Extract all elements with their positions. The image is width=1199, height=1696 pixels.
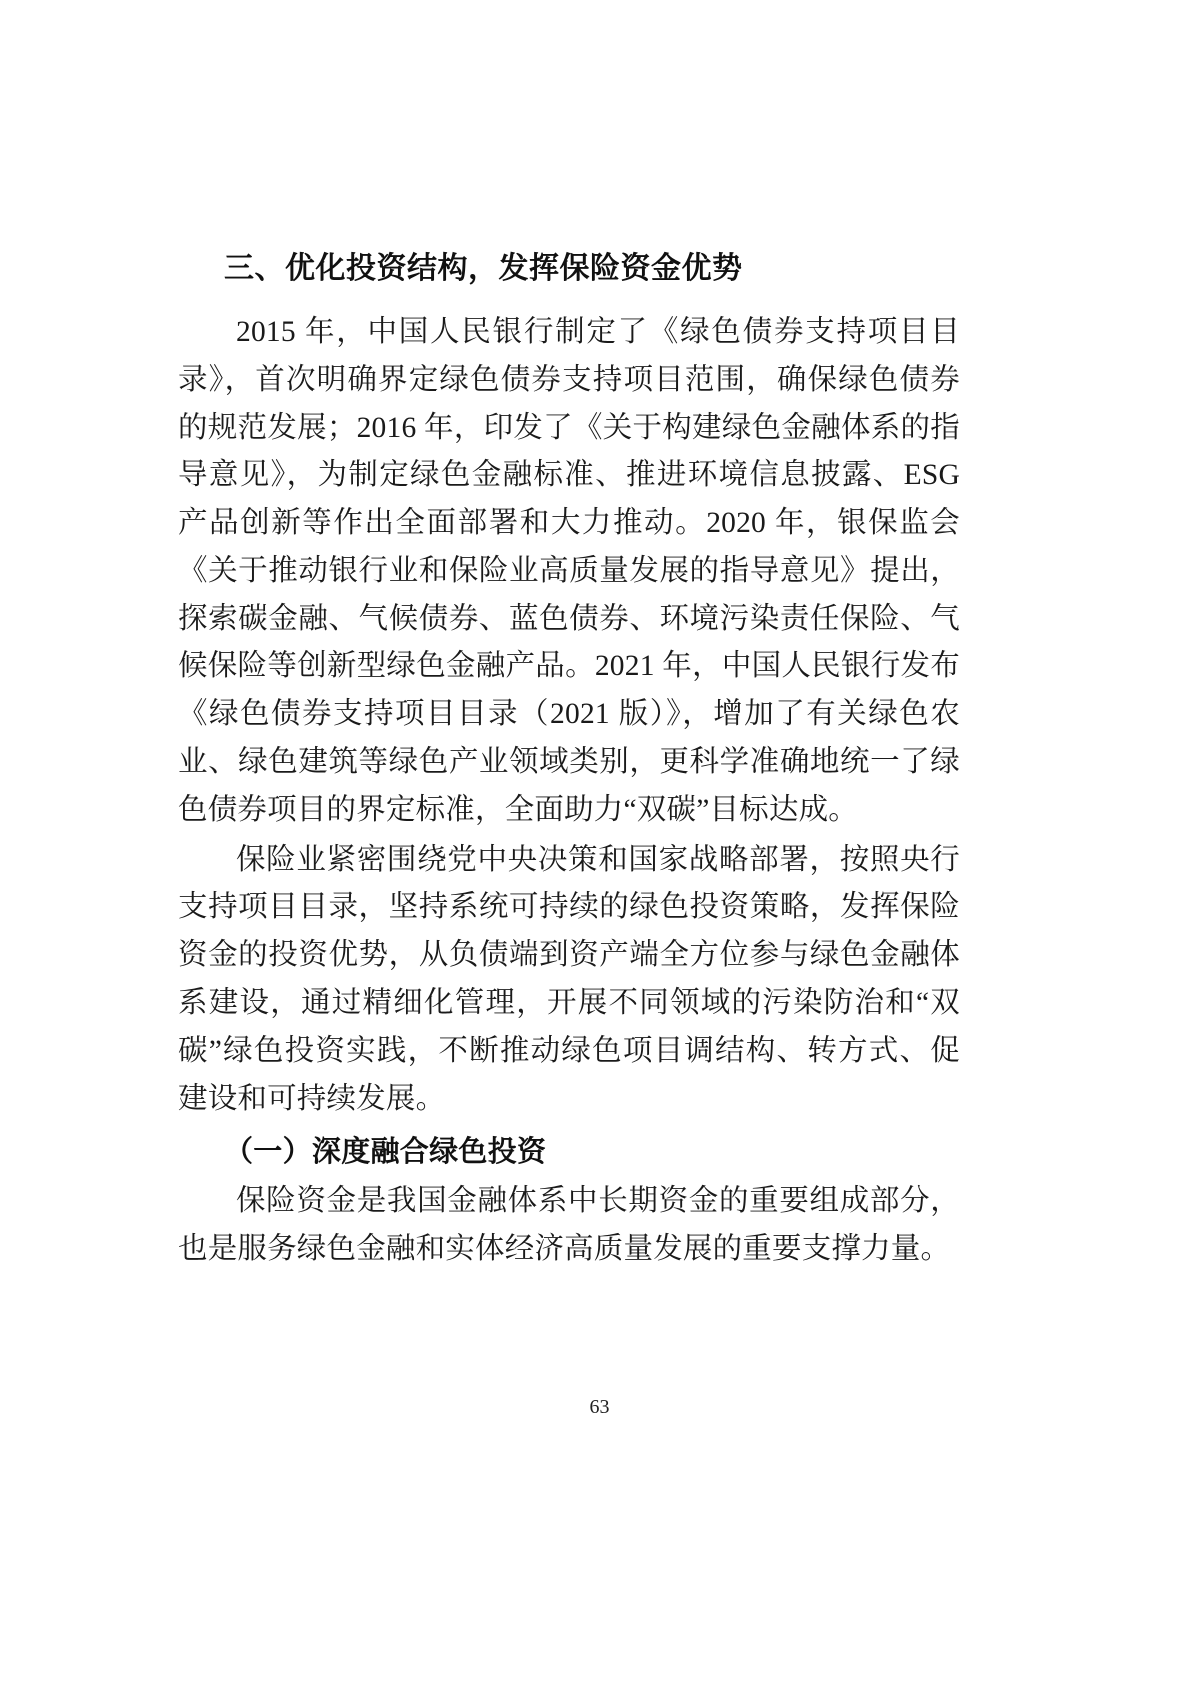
paragraph-1: 2015 年，中国人民银行制定了《绿色债券支持项目目录》，首次明确界定绿色债券支持项目范围，确保绿色债券的规范发展；2016 年，印发了《关于构建绿色金融体系的指导意见》，为制定绿色金融标准、推进环境信息披露、ESG 产品创新等作出全面部署和大力推动。2020 年，银保监会《关于推动银行业和保险业高质量发展的指导意见》提出，探索碳金融、气候债券、蓝色债券、环境污染责任保险、气候保险等创新型绿色金融产品。2021 年，中国人民银行发布《绿色债券支持项目目录（2021 版）》，增加了有关绿色农业、绿色建筑等绿色产业领域类别，更科学准确地统一了绿色债券项目的界定标准，全面助力“双碳”目标达成。 — [178, 316, 960, 826]
paragraph-2: 保险业紧密围绕党中央决策和国家战略部署，按照央行支持项目目录，坚持系统可持续的绿色投资策略，发挥保险资金的投资优势，从负债端到资产端全方位参与绿色金融体系建设，通过精细化管理，开展不同领域的污染防治和“双碳”绿色投资实践，不断推动绿色项目调结构、转方式、促建设和可持续发展。 — [178, 843, 960, 1115]
section-heading: 三、优化投资结构，发挥保险资金优势 — [224, 252, 743, 285]
page-number: 63 — [589, 1396, 610, 1418]
subsection-heading: （一）深度融合绿色投资 — [224, 1136, 547, 1169]
paragraph-3: 保险资金是我国金融体系中长期资金的重要组成部分，也是服务绿色金融和实体经济高质量发展的重要支撑力量。 — [178, 1185, 960, 1266]
page-content — [178, 246, 960, 1274]
